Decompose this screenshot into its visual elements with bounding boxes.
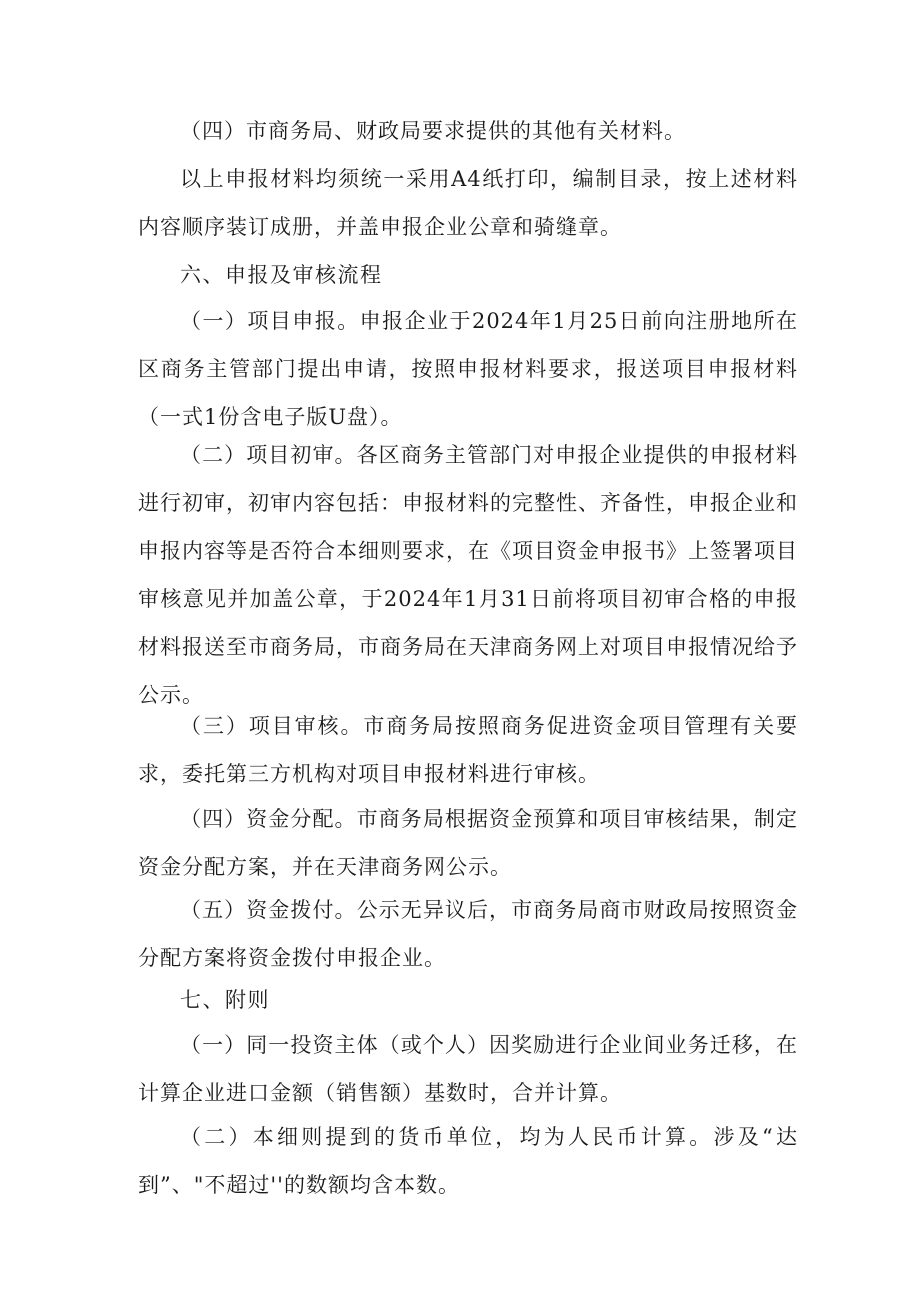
paragraph-other-materials: （四）市商务局、财政局要求提供的其他有关材料。 xyxy=(180,119,686,143)
paragraph-business-migration: （一）同一投资主体（或个人）因奖励进行企业间业务迁移，在计算企业进口金额（销售额）基数时，合并计算。 xyxy=(138,1033,798,1105)
paragraph-preliminary-review: （二）项目初审。各区商务主管部门对申报企业提供的申报材料进行初审，初审内容包括：申报材料的完整性、齐备性，申报企业和申报内容等是否符合本细则要求，在《项目资金申报书》上签署项目审核意见并加盖公章，于2024年1月31日前将项目初审合格的申报材料报送至市商务局，市商务局在天津商务网上对项目申报情况给予公示。 xyxy=(138,443,798,707)
paragraph-fund-allocation: （四）资金分配。市商务局根据资金预算和项目审核结果，制定资金分配方案，并在天津商务网公示。 xyxy=(138,807,798,879)
paragraph-currency-unit: （二）本细则提到的货币单位，均为人民币计算。涉及“达到”、"不超过''的数额均含本数。 xyxy=(138,1125,798,1197)
section-heading-process: 六、申报及审核流程 xyxy=(180,263,383,287)
paragraph-project-application: （一）项目申报。申报企业于2024年1月25日前向注册地所在区商务主管部门提出申请，按照申报材料要求，报送项目申报材料（一式1份含电子版U盘）。 xyxy=(138,309,798,429)
paragraph-fund-disbursement: （五）资金拨付。公示无异议后，市商务局商市财政局按照资金分配方案将资金拨付申报企业。 xyxy=(138,898,798,970)
paragraph-project-review: （三）项目审核。市商务局按照商务促进资金项目管理有关要求，委托第三方机构对项目申报材料进行审核。 xyxy=(138,714,798,786)
paragraph-print-requirements: 以上申报材料均须统一采用A4纸打印，编制目录，按上述材料内容顺序装订成册，并盖申报企业公章和骑缝章。 xyxy=(138,167,798,239)
section-heading-supplementary: 七、附则 xyxy=(180,988,270,1012)
